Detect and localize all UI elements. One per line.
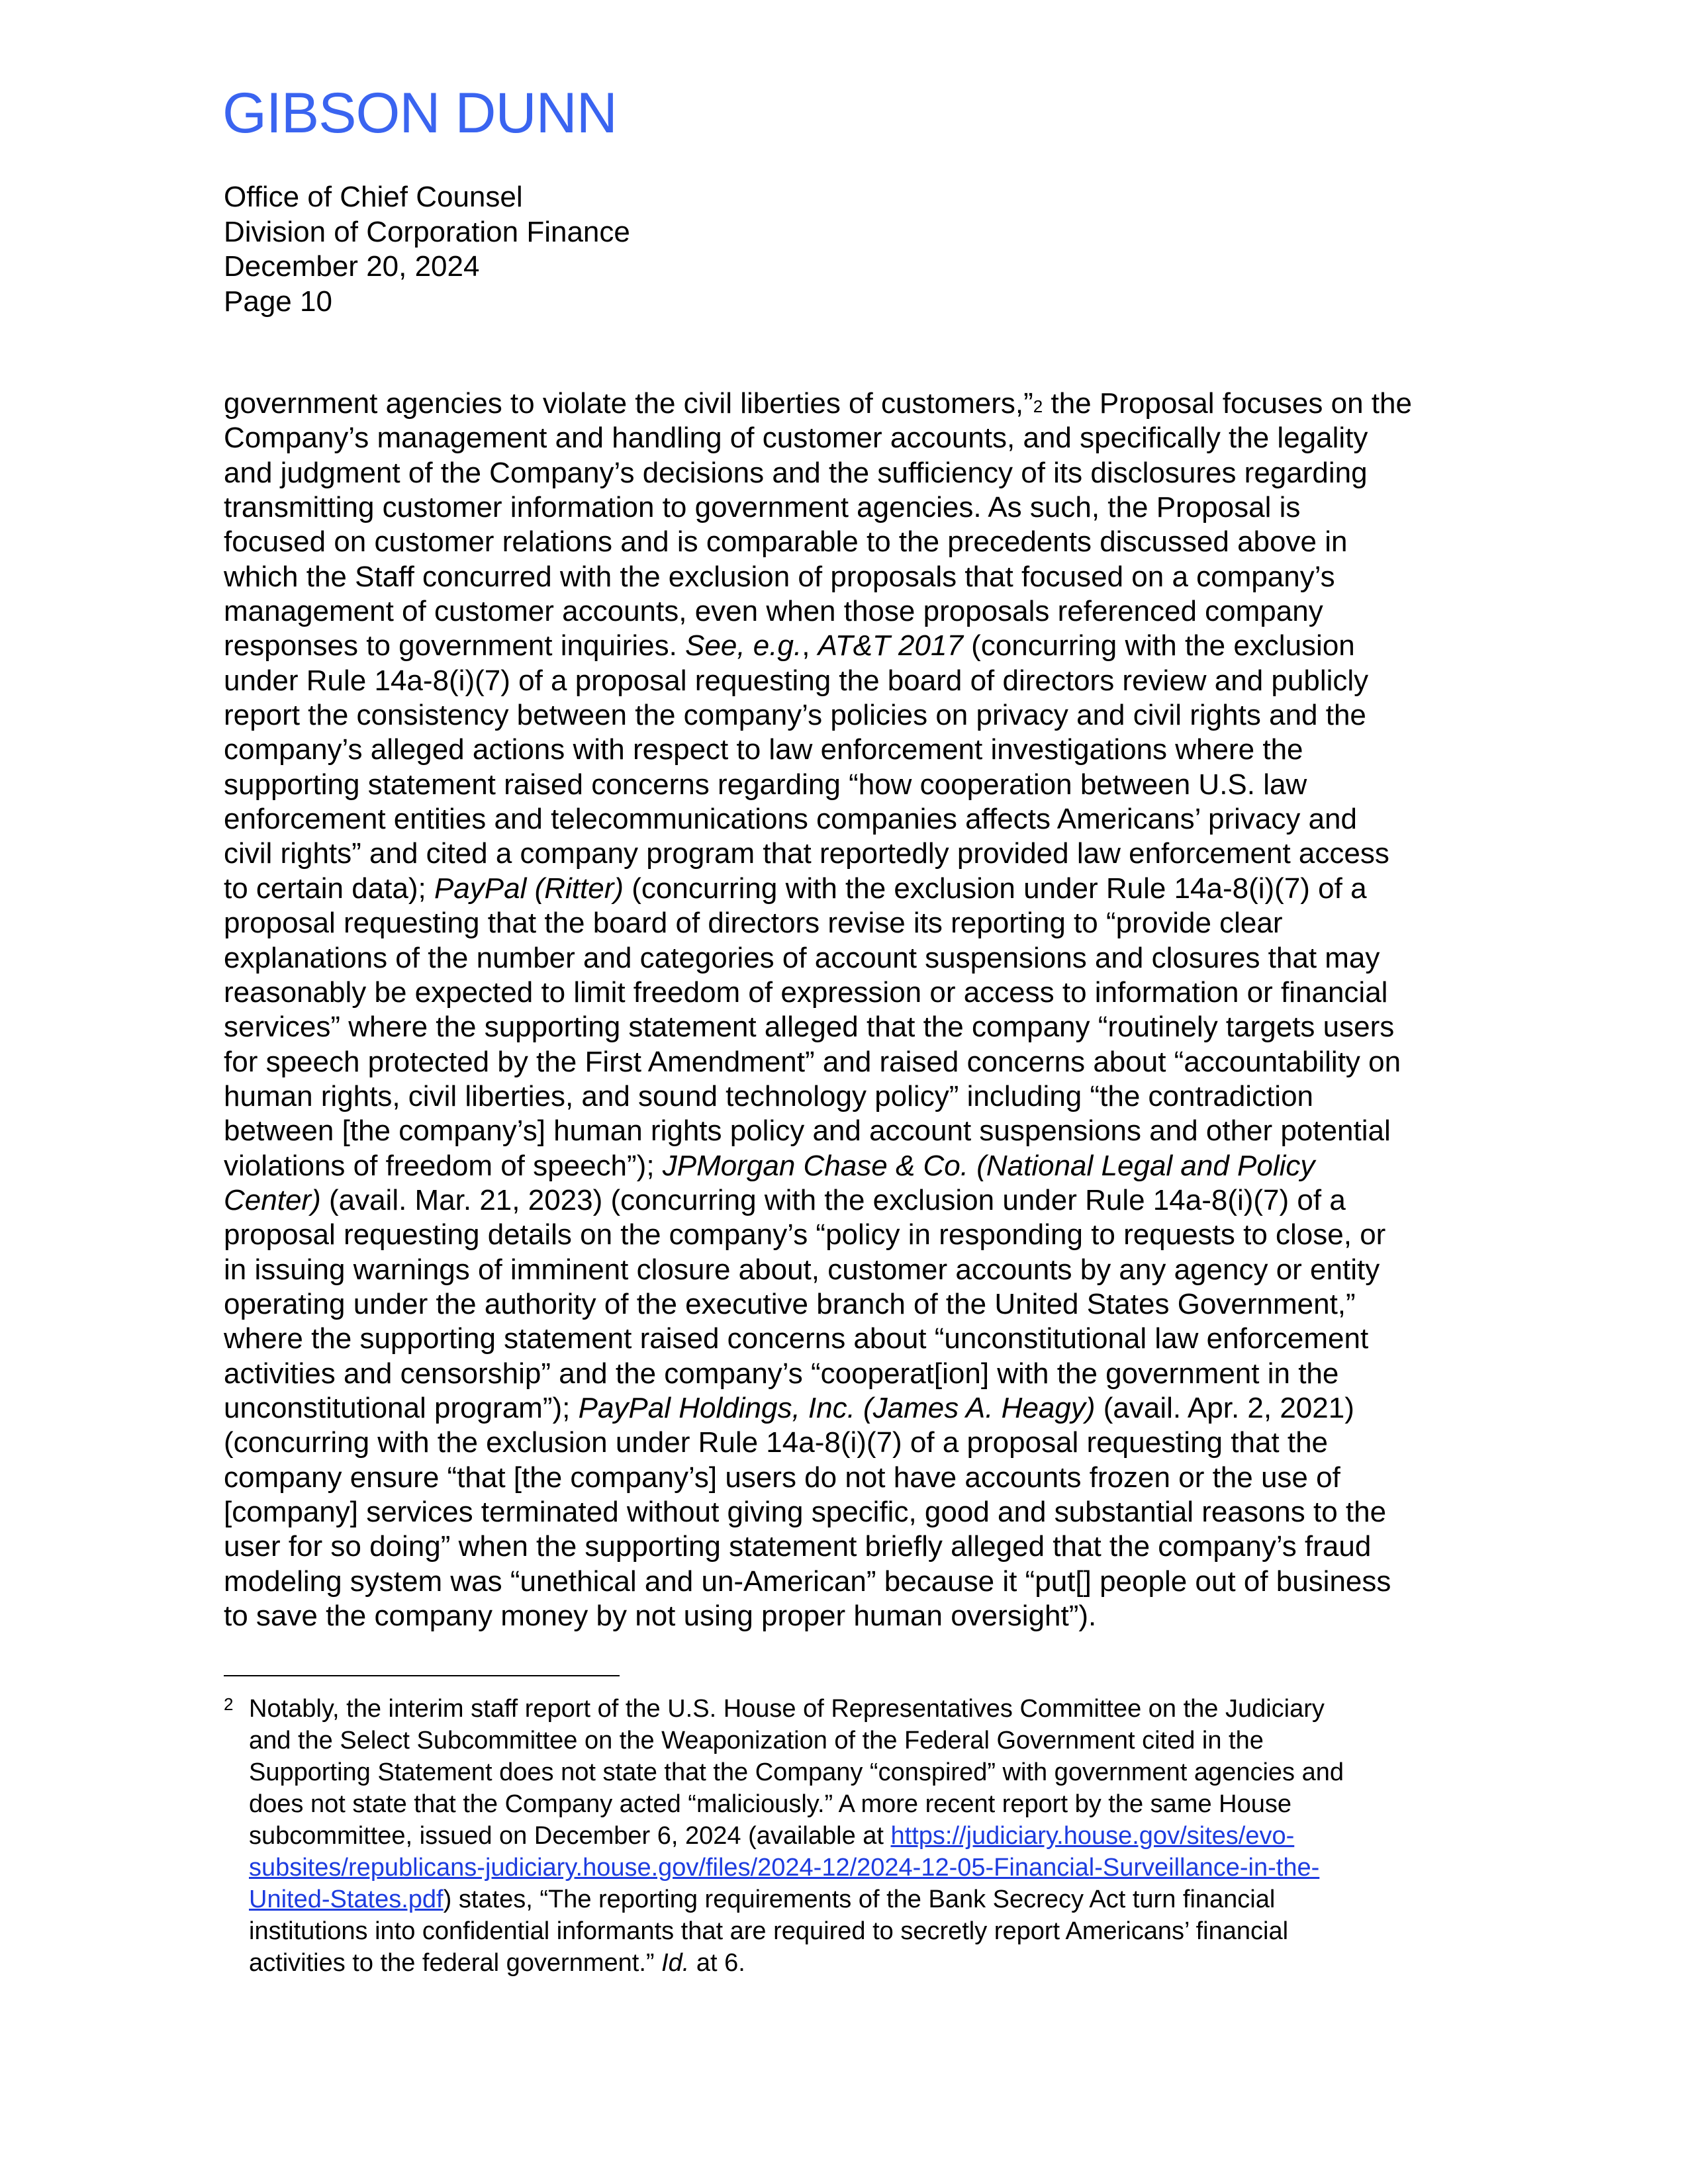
text-run: (concurring with the exclusion under Rule 14a-8(i)(7) of a proposal requesting that the	[224, 1426, 1329, 1459]
text-run: report the consistency between the company’s policies on privacy and civil rights and the	[224, 699, 1366, 732]
body-line	[224, 837, 1475, 871]
text-run: explanations of the number and categories of account suspensions and closures that may	[224, 941, 1380, 974]
text-run: which the Staff concurred with the exclusion of proposals that focused on a company’s	[224, 560, 1335, 593]
text-run: human rights, civil liberties, and sound technology policy” including “the contradiction	[224, 1079, 1314, 1113]
text-run: enforcement entities and telecommunications companies affects Americans’ privacy and	[224, 803, 1357, 836]
case-citation: PayPal (Ritter)	[434, 872, 624, 905]
body-line	[224, 629, 1475, 663]
text-run: ) states, “The reporting requirements of the Bank Secrecy Act turn financial	[443, 1886, 1276, 1913]
footnote-line	[249, 1820, 1481, 1852]
text-run: the Proposal focuses on the	[1043, 387, 1412, 420]
text-run: transmitting customer information to government agencies. As such, the Proposal is	[224, 491, 1301, 524]
body-line	[224, 941, 1475, 976]
text-run: and judgment of the Company’s decisions and the sufficiency of its disclosures regarding	[224, 456, 1368, 489]
body-line	[224, 1287, 1475, 1322]
text-run: responses to government inquiries.	[224, 629, 686, 662]
footnote-line	[249, 1788, 1481, 1820]
text-run: government agencies to violate the civil liberties of customers,”	[224, 387, 1033, 420]
body-line	[224, 1529, 1475, 1564]
footnote-line	[249, 1947, 1481, 1979]
case-citation: PayPal Holdings, Inc. (James A. Heagy)	[578, 1391, 1096, 1424]
body-line	[224, 1565, 1475, 1599]
text-run: does not state that the Company acted “maliciously.” A more recent report by the same House	[249, 1790, 1291, 1818]
case-citation: JPMorgan Chase & Co. (National Legal and Policy	[662, 1149, 1315, 1182]
text-run: to certain data);	[224, 872, 434, 905]
body-line	[224, 1461, 1475, 1495]
text-run: proposal requesting details on the company’s “policy in responding to requests to close, or	[224, 1218, 1386, 1251]
text-run: institutions into confidential informants that are required to secretly report Americans’ financial	[249, 1917, 1289, 1945]
footnote	[224, 1693, 1481, 1979]
footnote-line	[249, 1756, 1481, 1788]
text-run: (avail. Apr. 2, 2021)	[1095, 1391, 1354, 1424]
body-line	[224, 872, 1475, 906]
body-paragraph	[224, 387, 1475, 1633]
text-run: [company] services terminated without giving specific, good and substantial reasons to the	[224, 1496, 1387, 1528]
body-line	[224, 906, 1475, 940]
body-line	[224, 525, 1475, 559]
report-link[interactable]: United-States.pdf	[249, 1886, 444, 1913]
text-run: (concurring with the exclusion under Rule 14a-8(i)(7) of a	[624, 872, 1367, 905]
text-run: Supporting Statement does not state that the Company “conspired” with government agencies and	[249, 1758, 1344, 1786]
text-run: where the supporting statement raised concerns about “unconstitutional law enforcement	[224, 1322, 1369, 1355]
text-run: company’s alleged actions with respect to law enforcement investigations where the	[224, 733, 1303, 766]
body-line	[224, 560, 1475, 594]
text-run: management of customer accounts, even when those proposals referenced company	[224, 595, 1323, 628]
footnote-reference[interactable]: 2	[1033, 396, 1043, 416]
body-line	[224, 1599, 1475, 1633]
text-run: reasonably be expected to limit freedom of expression or access to information or financial	[224, 976, 1388, 1009]
footnote-line	[249, 1693, 1481, 1725]
text-run: under Rule 14a-8(i)(7) of a proposal requesting the board of directors review and publicly	[224, 664, 1369, 697]
text-run: Company’s management and handling of customer accounts, and specifically the legality	[224, 422, 1368, 455]
body-line	[224, 802, 1475, 837]
text-run: subcommittee, issued on December 6, 2024 (available at	[249, 1822, 891, 1850]
body-line	[224, 1253, 1475, 1287]
body-line	[224, 1183, 1475, 1218]
body-line	[224, 768, 1475, 802]
case-citation: See, e.g.	[685, 629, 802, 662]
text-run: Notably, the interim staff report of the U.S. House of Representatives Committee on the Judiciary	[249, 1695, 1325, 1723]
text-run: proposal requesting that the board of directors revise its reporting to “provide clear	[224, 907, 1283, 940]
body-line	[224, 1391, 1475, 1426]
body-line	[224, 456, 1475, 490]
body-line	[224, 1357, 1475, 1391]
header-date: December 20, 2024	[224, 250, 480, 283]
text-run: (avail. Mar. 21, 2023) (concurring with the exclusion under Rule 14a-8(i)(7) of a	[320, 1183, 1346, 1216]
body-line	[224, 1079, 1475, 1114]
body-line	[224, 1045, 1475, 1079]
body-line	[224, 976, 1475, 1010]
firm-logo: GIBSON DUNN	[222, 81, 617, 145]
text-run: civil rights” and cited a company program that reportedly provided law enforcement access	[224, 837, 1389, 870]
body-line	[224, 387, 1475, 421]
case-citation: AT&T 2017	[818, 629, 963, 662]
body-line	[224, 1495, 1475, 1529]
footnote-text	[249, 1693, 1481, 1979]
text-run: (concurring with the exclusion	[962, 629, 1355, 662]
text-run: activities to the federal government.”	[249, 1949, 662, 1977]
body-line	[224, 1149, 1475, 1183]
header-division: Division of Corporation Finance	[224, 215, 630, 248]
report-link[interactable]: subsites/republicans-judiciary.house.gov/files/2024-12/2024-12-05-Financial-Surveillance-in-the-	[249, 1854, 1320, 1882]
case-citation: Id.	[661, 1949, 690, 1977]
text-run: focused on customer relations and is comparable to the precedents discussed above in	[224, 525, 1348, 559]
text-run: violations of freedom of speech”);	[224, 1149, 663, 1182]
body-line	[224, 594, 1475, 629]
text-run: in issuing warnings of imminent closure about, customer accounts by any agency or entity	[224, 1253, 1380, 1286]
footnote-line	[249, 1915, 1481, 1947]
body-line	[224, 733, 1475, 767]
text-run: company ensure “that [the company’s] users do not have accounts frozen or the use of	[224, 1461, 1340, 1494]
body-line	[224, 490, 1475, 525]
text-run: operating under the authority of the executive branch of the United States Government,”	[224, 1287, 1356, 1320]
footnote-marker: 2	[224, 1694, 234, 1714]
body-line	[224, 1010, 1475, 1044]
footnote-line	[249, 1884, 1481, 1915]
text-run: unconstitutional program”);	[224, 1391, 579, 1424]
header-page-number: Page 10	[224, 285, 332, 318]
body-line	[224, 1426, 1475, 1460]
text-run: services” where the supporting statement alleged that the company “routinely targets users	[224, 1011, 1395, 1044]
text-run: at 6.	[689, 1949, 745, 1977]
text-run: between [the company’s] human rights policy and account suspensions and other potential	[224, 1115, 1391, 1148]
body-line	[224, 1218, 1475, 1252]
body-line	[224, 698, 1475, 733]
text-run: activities and censorship” and the company’s “cooperat[ion] with the government in the	[224, 1357, 1339, 1390]
letter-header	[224, 180, 630, 319]
text-run: user for so doing” when the supporting statement briefly alleged that the company’s fraud	[224, 1530, 1372, 1563]
text-run: and the Select Subcommittee on the Weaponization of the Federal Government cited in the	[249, 1727, 1264, 1754]
footnote-line	[249, 1725, 1481, 1756]
header-recipient: Office of Chief Counsel	[224, 181, 523, 213]
body-line	[224, 1322, 1475, 1356]
body-line	[224, 1114, 1475, 1148]
text-run: for speech protected by the First Amendment” and raised concerns about “accountability on	[224, 1045, 1401, 1078]
body-line	[224, 664, 1475, 698]
footnote-separator	[224, 1675, 620, 1676]
body-line	[224, 421, 1475, 455]
report-link[interactable]: https://judiciary.house.gov/sites/evo-	[890, 1822, 1295, 1850]
text-run: supporting statement raised concerns regarding “how cooperation between U.S. law	[224, 768, 1307, 801]
footnote-line	[249, 1852, 1481, 1884]
text-run: modeling system was “unethical and un-American” because it “put[] people out of business	[224, 1565, 1391, 1598]
case-citation: Center)	[224, 1183, 321, 1216]
text-run: to save the company money by not using proper human oversight”).	[224, 1600, 1097, 1633]
text-run: ,	[802, 629, 818, 662]
